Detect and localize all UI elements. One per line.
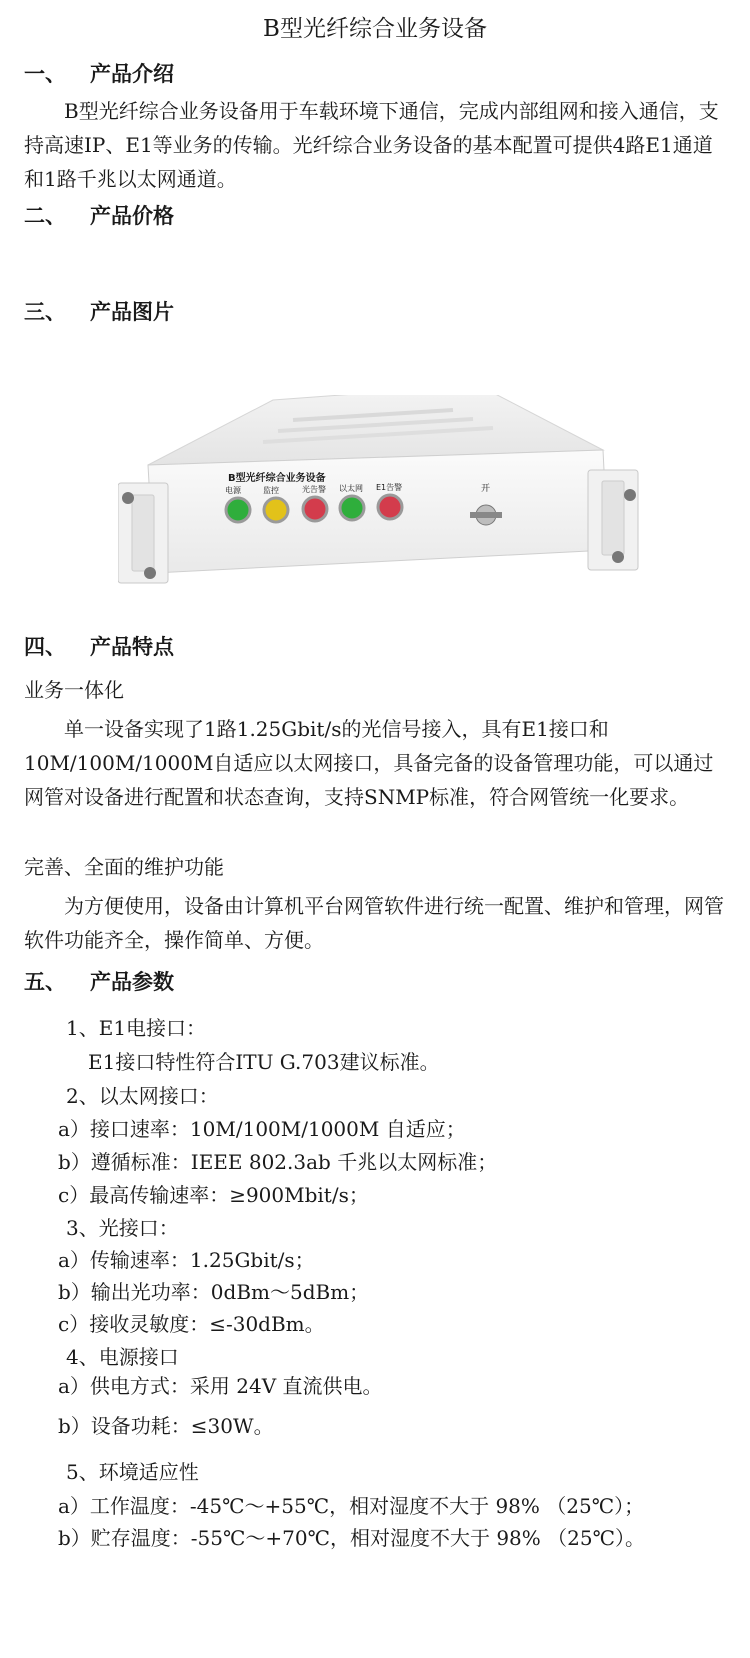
section-number: 五、 [24,970,66,994]
param-line: c）接收灵敏度：≤-30dBm。 [58,1312,325,1336]
section-heading-params [24,966,174,996]
param-line: b）遵循标准：IEEE 802.3ab 千兆以太网标准； [58,1150,498,1174]
section-number: 一、 [24,62,66,86]
led-label-e1-alarm: E1告警 [376,483,403,492]
document-title: B型光纤综合业务设备 [263,16,487,42]
section-heading-image [24,296,174,326]
param-line: c）最高传输速率：≥900Mbit/s； [58,1183,369,1207]
param-line: a）工作温度：-45℃～+55℃，相对湿度不大于 98% （25℃）； [58,1494,645,1518]
led-label-monitor: 监控 [263,486,279,495]
switch-label: 开 [481,484,491,494]
param-line: a）接口速率：10M/100M/1000M 自适应； [58,1117,466,1141]
param-line: E1接口特性符合ITU G.703建议标准。 [88,1050,440,1074]
section-number: 二、 [24,204,66,228]
feature-title: 业务一体化 [24,678,124,702]
param-line: a）供电方式：采用 24V 直流供电。 [58,1374,383,1398]
section-heading-intro [24,58,174,88]
panel-title: B型光纤综合业务设备 [228,473,326,484]
led-label-optical-alarm: 光告警 [302,485,326,494]
feature-title: 完善、全面的维护功能 [24,855,224,879]
feature-body: 为方便使用，设备由计算机平台网管软件进行统一配置、维护和管理，网管软件功能齐全，操作简单、方便。 [24,894,724,952]
param-line: a）传输速率：1.25Gbit/s； [58,1248,315,1272]
intro-paragraph: B型光纤综合业务设备用于车载环境下通信，完成内部组网和接入通信，支持高速IP、E1等业务的传输。光纤综合业务设备的基本配置可提供4路E1通道和1路千兆以太网通道。 [24,99,719,191]
section-label: 产品图片 [90,300,174,324]
param-heading: 2、以太网接口： [66,1084,219,1108]
section-number: 四、 [24,635,66,659]
section-label: 产品参数 [90,970,174,994]
section-label: 产品价格 [90,204,174,228]
device-illustration [118,395,640,610]
param-heading: 4、电源接口 [66,1345,179,1369]
section-heading-price [24,200,174,230]
product-photo [118,395,640,610]
param-heading: 5、环境适应性 [66,1460,199,1484]
feature-body: 单一设备实现了1路1.25Gbit/s的光信号接入，具有E1接口和10M/100M/1000M自适应以太网接口，具备完备的设备管理功能，可以通过网管对设备进行配置和状态查询，支持SNMP标准，符合网管统一化要求。 [24,717,714,809]
led-label-ethernet: 以太网 [339,484,363,493]
param-line: b）输出光功率：0dBm～5dBm； [58,1280,370,1304]
param-heading: 1、E1电接口： [66,1016,207,1040]
param-heading: 3、光接口： [66,1216,179,1240]
param-line: b）贮存温度：-55℃～+70℃，相对湿度不大于 98% （25℃）。 [58,1526,645,1550]
section-label: 产品特点 [90,635,174,659]
section-number: 三、 [24,300,66,324]
section-heading-features [24,631,174,661]
led-label-power: 电源 [225,486,241,495]
param-line: b）设备功耗：≤30W。 [58,1414,274,1438]
section-label: 产品介绍 [90,62,174,86]
